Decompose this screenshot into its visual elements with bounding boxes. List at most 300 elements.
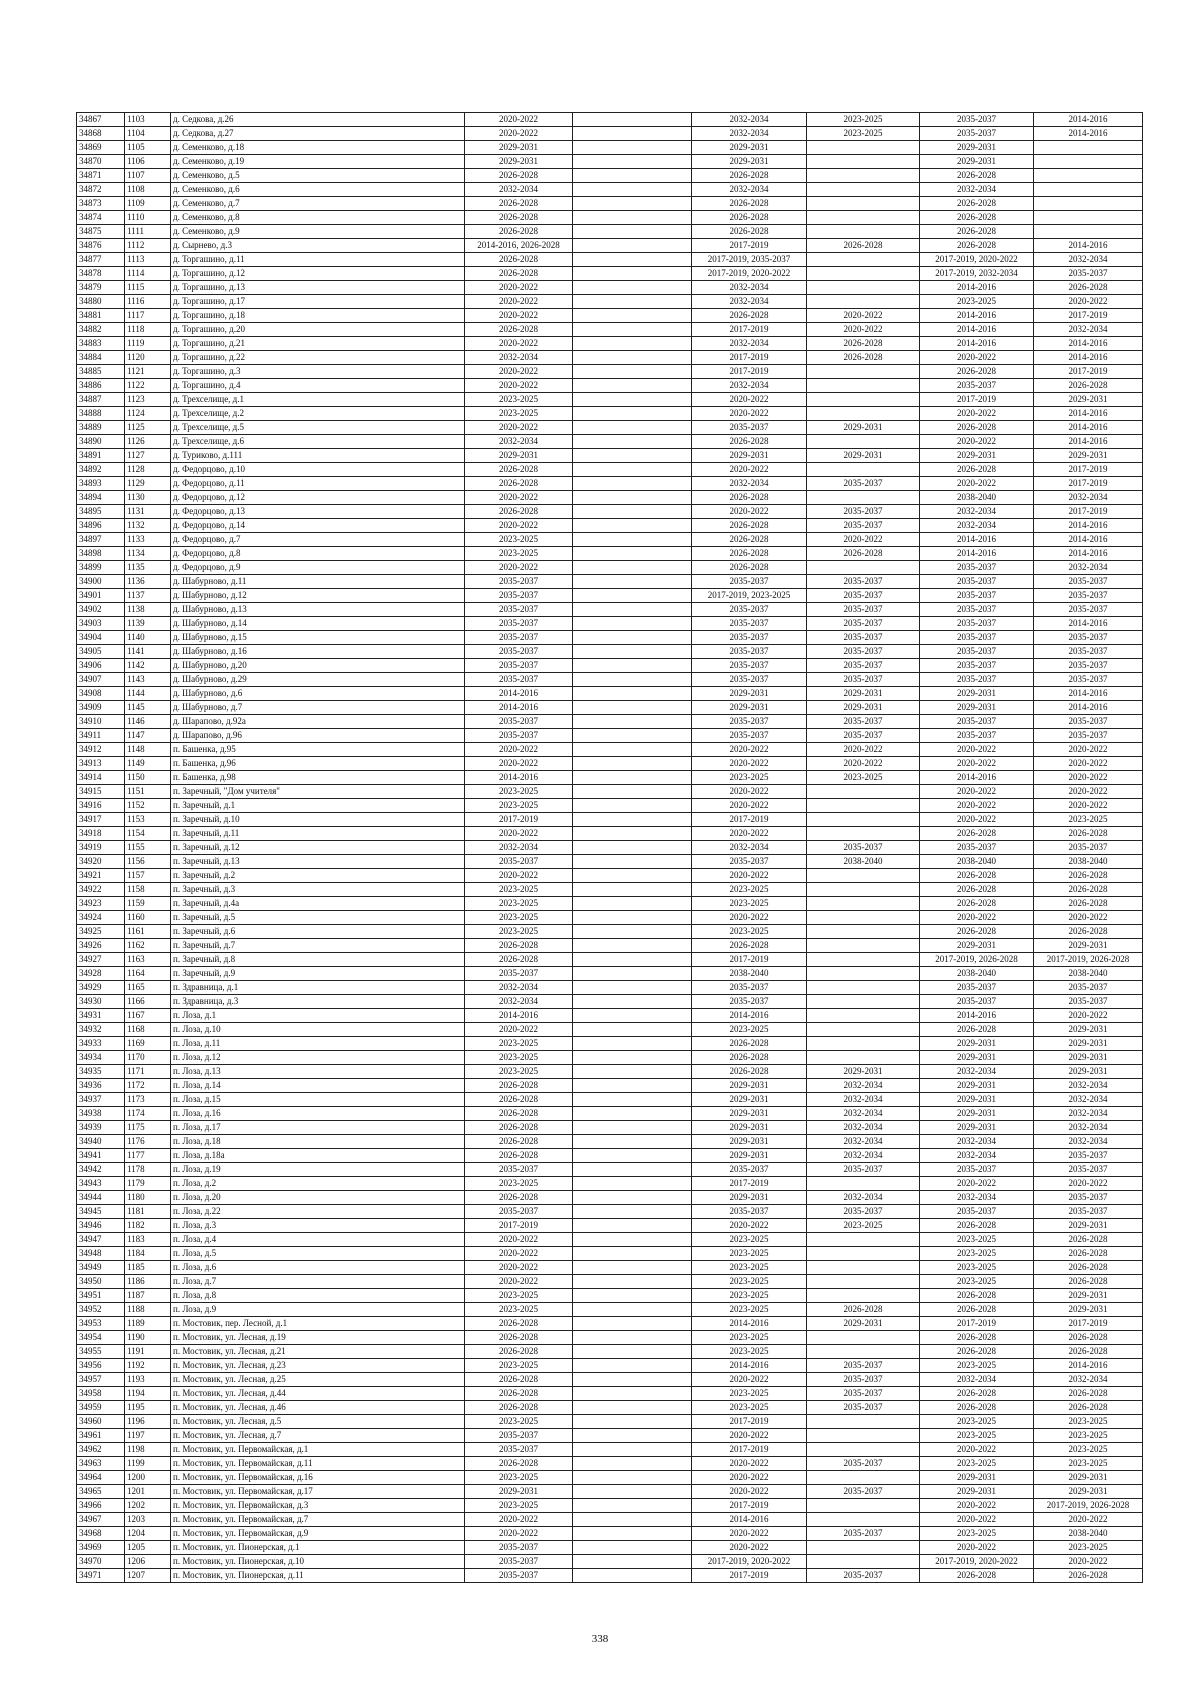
cell-period-5: 2014-2016 [920,337,1034,351]
cell-period-5: 2026-2028 [920,365,1034,379]
table-row [77,183,1143,197]
cell-address: п. Лоза, д.1 [171,1009,465,1023]
cell-address: д. Торгашино, д.13 [171,281,465,295]
cell-row-id: 34895 [77,505,125,519]
table-row [77,673,1143,687]
table-row [77,981,1143,995]
cell-period-5: 2035-2037 [920,379,1034,393]
cell-period-4: 2035-2037 [807,575,920,589]
cell-period-1: 2020-2022 [465,869,573,883]
cell-period-3: 2023-2025 [692,925,807,939]
cell-item-number: 1162 [125,939,171,953]
cell-period-6: 2020-2022 [1034,1555,1143,1569]
cell-period-4 [807,435,920,449]
table-row [77,491,1143,505]
cell-period-1: 2029-2031 [465,449,573,463]
cell-period-3: 2026-2028 [692,1065,807,1079]
cell-address: п. Заречный, д.3 [171,883,465,897]
cell-period-3: 2014-2016 [692,1359,807,1373]
cell-period-2 [573,743,692,757]
cell-period-2 [573,757,692,771]
table-row [77,687,1143,701]
cell-period-6: 2020-2022 [1034,1009,1143,1023]
table-row [77,547,1143,561]
cell-period-6: 2023-2025 [1034,1429,1143,1443]
cell-address: п. Лоза, д.2 [171,1177,465,1191]
cell-row-id: 34889 [77,421,125,435]
cell-period-1: 2026-2028 [465,463,573,477]
cell-item-number: 1146 [125,715,171,729]
cell-address: п. Лоза, д.20 [171,1191,465,1205]
cell-period-2 [573,1401,692,1415]
cell-period-4 [807,981,920,995]
cell-period-1: 2020-2022 [465,113,573,127]
cell-period-4: 2032-2034 [807,1135,920,1149]
cell-address: д. Семенково, д.6 [171,183,465,197]
cell-item-number: 1142 [125,659,171,673]
cell-period-2 [573,1303,692,1317]
table-row [77,1177,1143,1191]
cell-period-6: 2035-2037 [1034,841,1143,855]
cell-period-6: 2020-2022 [1034,799,1143,813]
cell-period-1: 2026-2028 [465,477,573,491]
cell-row-id: 34968 [77,1527,125,1541]
cell-period-5: 2032-2034 [920,505,1034,519]
table-row [77,533,1143,547]
cell-item-number: 1107 [125,169,171,183]
table-row [77,799,1143,813]
cell-row-id: 34936 [77,1079,125,1093]
cell-period-6: 2014-2016 [1034,337,1143,351]
cell-period-6: 2017-2019 [1034,365,1143,379]
cell-address: п. Лоза, д.12 [171,1051,465,1065]
table-row [77,1457,1143,1471]
cell-row-id: 34951 [77,1289,125,1303]
cell-item-number: 1122 [125,379,171,393]
cell-item-number: 1133 [125,533,171,547]
cell-row-id: 34898 [77,547,125,561]
cell-period-6: 2032-2034 [1034,323,1143,337]
cell-row-id: 34937 [77,1093,125,1107]
cell-row-id: 34880 [77,295,125,309]
cell-period-5: 2038-2040 [920,855,1034,869]
cell-period-3: 2020-2022 [692,911,807,925]
cell-period-3: 2023-2025 [692,1387,807,1401]
cell-row-id: 34906 [77,659,125,673]
cell-period-4 [807,141,920,155]
cell-period-4: 2035-2037 [807,505,920,519]
cell-row-id: 34965 [77,1485,125,1499]
cell-row-id: 34882 [77,323,125,337]
cell-period-1: 2026-2028 [465,1331,573,1345]
cell-period-4 [807,393,920,407]
cell-row-id: 34883 [77,337,125,351]
cell-address: п. Лоза, д.15 [171,1093,465,1107]
cell-period-4: 2029-2031 [807,421,920,435]
cell-period-1: 2020-2022 [465,295,573,309]
cell-item-number: 1151 [125,785,171,799]
cell-address: п. Мостовик, пер. Лесной, д.1 [171,1317,465,1331]
table-row [77,295,1143,309]
cell-period-3: 2029-2031 [692,1149,807,1163]
cell-period-4 [807,1275,920,1289]
cell-period-4 [807,1555,920,1569]
cell-period-3: 2035-2037 [692,603,807,617]
cell-period-1: 2014-2016 [465,701,573,715]
cell-row-id: 34884 [77,351,125,365]
cell-address: п. Заречный, д.5 [171,911,465,925]
cell-period-6: 2029-2031 [1034,1303,1143,1317]
cell-period-3: 2020-2022 [692,463,807,477]
cell-period-2 [573,841,692,855]
cell-period-1: 2026-2028 [465,1457,573,1471]
cell-period-2 [573,1219,692,1233]
cell-period-3: 2029-2031 [692,1121,807,1135]
cell-period-3: 2029-2031 [692,1107,807,1121]
cell-address: д. Шабурново, д.15 [171,631,465,645]
cell-period-3: 2017-2019 [692,953,807,967]
cell-period-5: 2035-2037 [920,673,1034,687]
cell-period-2 [573,981,692,995]
cell-address: п. Мостовик, ул. Лесная, д.7 [171,1429,465,1443]
cell-address: п. Заречный, д.8 [171,953,465,967]
cell-item-number: 1186 [125,1275,171,1289]
cell-period-4: 2035-2037 [807,673,920,687]
cell-row-id: 34888 [77,407,125,421]
cell-item-number: 1166 [125,995,171,1009]
cell-period-2 [573,141,692,155]
cell-period-2 [573,421,692,435]
cell-item-number: 1184 [125,1247,171,1261]
cell-row-id: 34919 [77,841,125,855]
cell-period-4 [807,827,920,841]
cell-period-5: 2026-2028 [920,897,1034,911]
cell-item-number: 1121 [125,365,171,379]
table-row [77,1275,1143,1289]
cell-period-6: 2032-2034 [1034,1135,1143,1149]
cell-item-number: 1138 [125,603,171,617]
cell-period-2 [573,211,692,225]
cell-period-4: 2035-2037 [807,477,920,491]
cell-period-2 [573,911,692,925]
cell-address: д. Торгашино, д.17 [171,295,465,309]
table-row [77,1233,1143,1247]
cell-address: п. Мостовик, ул. Лесная, д.21 [171,1345,465,1359]
cell-period-5: 2035-2037 [920,127,1034,141]
cell-address: д. Торгашино, д.11 [171,253,465,267]
cell-period-1: 2023-2025 [465,897,573,911]
cell-period-5: 2026-2028 [920,1569,1034,1583]
cell-period-6: 2014-2016 [1034,1359,1143,1373]
table-row [77,211,1143,225]
cell-period-2 [573,1387,692,1401]
cell-period-2 [573,1135,692,1149]
cell-item-number: 1207 [125,1569,171,1583]
cell-period-6: 2014-2016 [1034,687,1143,701]
cell-address: д. Шабурново, д.11 [171,575,465,589]
cell-period-1: 2017-2019 [465,1219,573,1233]
cell-period-1: 2020-2022 [465,1233,573,1247]
cell-address: д. Федорцово, д.7 [171,533,465,547]
cell-period-3: 2026-2028 [692,225,807,239]
cell-period-2 [573,547,692,561]
cell-item-number: 1112 [125,239,171,253]
cell-period-3: 2032-2034 [692,113,807,127]
cell-period-6: 2032-2034 [1034,1373,1143,1387]
cell-item-number: 1173 [125,1093,171,1107]
cell-period-5: 2035-2037 [920,729,1034,743]
cell-period-2 [573,323,692,337]
cell-period-5: 2014-2016 [920,309,1034,323]
cell-period-3: 2020-2022 [692,827,807,841]
cell-period-5: 2020-2022 [920,477,1034,491]
cell-period-6: 2032-2034 [1034,1121,1143,1135]
table-row [77,1219,1143,1233]
cell-address: п. Мостовик, ул. Лесная, д.25 [171,1373,465,1387]
cell-row-id: 34948 [77,1247,125,1261]
cell-item-number: 1149 [125,757,171,771]
cell-period-6: 2026-2028 [1034,1247,1143,1261]
table-row [77,603,1143,617]
cell-period-5: 2020-2022 [920,757,1034,771]
cell-period-5: 2017-2019, 2032-2034 [920,267,1034,281]
cell-period-1: 2035-2037 [465,673,573,687]
cell-address: д. Торгашино, д.4 [171,379,465,393]
cell-period-2 [573,1527,692,1541]
cell-address: д. Семенково, д.7 [171,197,465,211]
cell-item-number: 1150 [125,771,171,785]
table-row [77,1485,1143,1499]
cell-address: д. Туриково, д.111 [171,449,465,463]
cell-period-3: 2020-2022 [692,1541,807,1555]
cell-period-3: 2038-2040 [692,967,807,981]
cell-period-5: 2014-2016 [920,1009,1034,1023]
cell-row-id: 34963 [77,1457,125,1471]
cell-period-4 [807,379,920,393]
cell-period-2 [573,1471,692,1485]
register-table-container [76,112,1142,1583]
cell-address: п. Заречный, д.2 [171,869,465,883]
cell-period-6: 2035-2037 [1034,589,1143,603]
cell-period-1: 2026-2028 [465,267,573,281]
table-row [77,575,1143,589]
cell-period-4 [807,1471,920,1485]
cell-period-3: 2029-2031 [692,701,807,715]
cell-period-2 [573,169,692,183]
cell-row-id: 34929 [77,981,125,995]
cell-period-3: 2023-2025 [692,897,807,911]
cell-period-1: 2020-2022 [465,365,573,379]
cell-period-2 [573,183,692,197]
table-row [77,1121,1143,1135]
cell-item-number: 1144 [125,687,171,701]
cell-item-number: 1125 [125,421,171,435]
cell-period-5: 2029-2031 [920,1121,1034,1135]
cell-period-2 [573,771,692,785]
cell-period-5: 2035-2037 [920,841,1034,855]
cell-period-6: 2014-2016 [1034,435,1143,449]
cell-item-number: 1164 [125,967,171,981]
table-row [77,939,1143,953]
cell-address: п. Мостовик, ул. Первомайская, д.1 [171,1443,465,1457]
cell-period-6: 2020-2022 [1034,771,1143,785]
cell-period-1: 2032-2034 [465,351,573,365]
cell-period-6: 2020-2022 [1034,757,1143,771]
cell-period-5: 2020-2022 [920,1443,1034,1457]
cell-period-4 [807,1037,920,1051]
cell-period-4 [807,1513,920,1527]
cell-period-2 [573,1051,692,1065]
cell-period-5: 2026-2028 [920,925,1034,939]
cell-period-6: 2026-2028 [1034,925,1143,939]
cell-period-4: 2035-2037 [807,1401,920,1415]
cell-period-2 [573,295,692,309]
cell-item-number: 1109 [125,197,171,211]
table-row [77,365,1143,379]
cell-period-3: 2020-2022 [692,407,807,421]
cell-period-5: 2029-2031 [920,1485,1034,1499]
cell-item-number: 1175 [125,1121,171,1135]
cell-period-1: 2026-2028 [465,1079,573,1093]
cell-period-5: 2029-2031 [920,1107,1034,1121]
table-row [77,1023,1143,1037]
cell-row-id: 34890 [77,435,125,449]
cell-period-3: 2026-2028 [692,491,807,505]
cell-period-1: 2020-2022 [465,1261,573,1275]
cell-period-1: 2026-2028 [465,1149,573,1163]
cell-period-5: 2017-2019 [920,393,1034,407]
cell-period-4 [807,1177,920,1191]
cell-row-id: 34870 [77,155,125,169]
cell-period-1: 2026-2028 [465,1191,573,1205]
cell-period-5: 2035-2037 [920,589,1034,603]
cell-period-5: 2023-2025 [920,1527,1034,1541]
table-row [77,1303,1143,1317]
cell-period-5: 2035-2037 [920,981,1034,995]
cell-period-2 [573,1289,692,1303]
cell-period-6: 2020-2022 [1034,1513,1143,1527]
cell-period-1: 2023-2025 [465,925,573,939]
cell-item-number: 1182 [125,1219,171,1233]
cell-period-6: 2029-2031 [1034,1471,1143,1485]
cell-period-6: 2029-2031 [1034,1289,1143,1303]
cell-period-4: 2035-2037 [807,729,920,743]
cell-period-2 [573,463,692,477]
cell-period-2 [573,1569,692,1583]
cell-address: д. Семенково, д.8 [171,211,465,225]
cell-row-id: 34966 [77,1499,125,1513]
cell-period-4 [807,1289,920,1303]
cell-address: п. Лоза, д.16 [171,1107,465,1121]
cell-period-3: 2017-2019 [692,1569,807,1583]
cell-item-number: 1145 [125,701,171,715]
cell-period-5: 2026-2028 [920,1023,1034,1037]
cell-period-4: 2035-2037 [807,1205,920,1219]
cell-period-3: 2029-2031 [692,449,807,463]
cell-period-5: 2032-2034 [920,519,1034,533]
cell-period-4: 2035-2037 [807,841,920,855]
cell-item-number: 1194 [125,1387,171,1401]
cell-period-5: 2026-2028 [920,169,1034,183]
cell-row-id: 34897 [77,533,125,547]
cell-row-id: 34956 [77,1359,125,1373]
cell-period-4 [807,155,920,169]
cell-address: д. Сырнево, д.3 [171,239,465,253]
cell-period-3: 2014-2016 [692,1317,807,1331]
cell-period-5: 2032-2034 [920,1065,1034,1079]
cell-period-6: 2026-2028 [1034,281,1143,295]
cell-period-6: 2029-2031 [1034,1037,1143,1051]
cell-period-4: 2032-2034 [807,1149,920,1163]
table-row [77,953,1143,967]
cell-row-id: 34939 [77,1121,125,1135]
cell-period-6: 2014-2016 [1034,533,1143,547]
cell-period-1: 2032-2034 [465,981,573,995]
cell-row-id: 34885 [77,365,125,379]
cell-item-number: 1111 [125,225,171,239]
cell-period-4: 2032-2034 [807,1191,920,1205]
table-row [77,239,1143,253]
cell-row-id: 34867 [77,113,125,127]
cell-address: д. Торгашино, д.18 [171,309,465,323]
cell-item-number: 1113 [125,253,171,267]
table-row [77,351,1143,365]
cell-address: д. Семенково, д.19 [171,155,465,169]
cell-period-2 [573,127,692,141]
table-row [77,1191,1143,1205]
cell-period-1: 2020-2022 [465,281,573,295]
cell-period-3: 2035-2037 [692,1163,807,1177]
cell-item-number: 1185 [125,1261,171,1275]
cell-row-id: 34873 [77,197,125,211]
cell-period-2 [573,155,692,169]
page-number: 338 [591,1633,609,1645]
cell-period-4 [807,295,920,309]
cell-period-1: 2026-2028 [465,211,573,225]
cell-period-2 [573,603,692,617]
cell-period-5: 2029-2031 [920,1093,1034,1107]
table-row [77,1513,1143,1527]
cell-period-1: 2014-2016 [465,687,573,701]
cell-period-3: 2026-2028 [692,561,807,575]
cell-address: п. Заречный, д.1 [171,799,465,813]
cell-period-2 [573,1555,692,1569]
cell-period-6: 2032-2034 [1034,1107,1143,1121]
cell-period-3: 2026-2028 [692,169,807,183]
cell-item-number: 1152 [125,799,171,813]
cell-row-id: 34917 [77,813,125,827]
cell-period-1: 2035-2037 [465,589,573,603]
cell-row-id: 34899 [77,561,125,575]
cell-period-1: 2023-2025 [465,1177,573,1191]
cell-period-5: 2014-2016 [920,547,1034,561]
cell-address: п. Лоза, д.14 [171,1079,465,1093]
cell-row-id: 34941 [77,1149,125,1163]
cell-period-4: 2035-2037 [807,659,920,673]
cell-item-number: 1108 [125,183,171,197]
cell-address: д. Шабурново, д.29 [171,673,465,687]
cell-row-id: 34914 [77,771,125,785]
cell-period-2 [573,505,692,519]
cell-period-1: 2029-2031 [465,141,573,155]
cell-period-1: 2023-2025 [465,547,573,561]
table-row [77,925,1143,939]
cell-period-5: 2020-2022 [920,799,1034,813]
cell-period-5: 2035-2037 [920,561,1034,575]
table-row [77,1051,1143,1065]
cell-item-number: 1193 [125,1373,171,1387]
cell-period-3: 2026-2028 [692,309,807,323]
